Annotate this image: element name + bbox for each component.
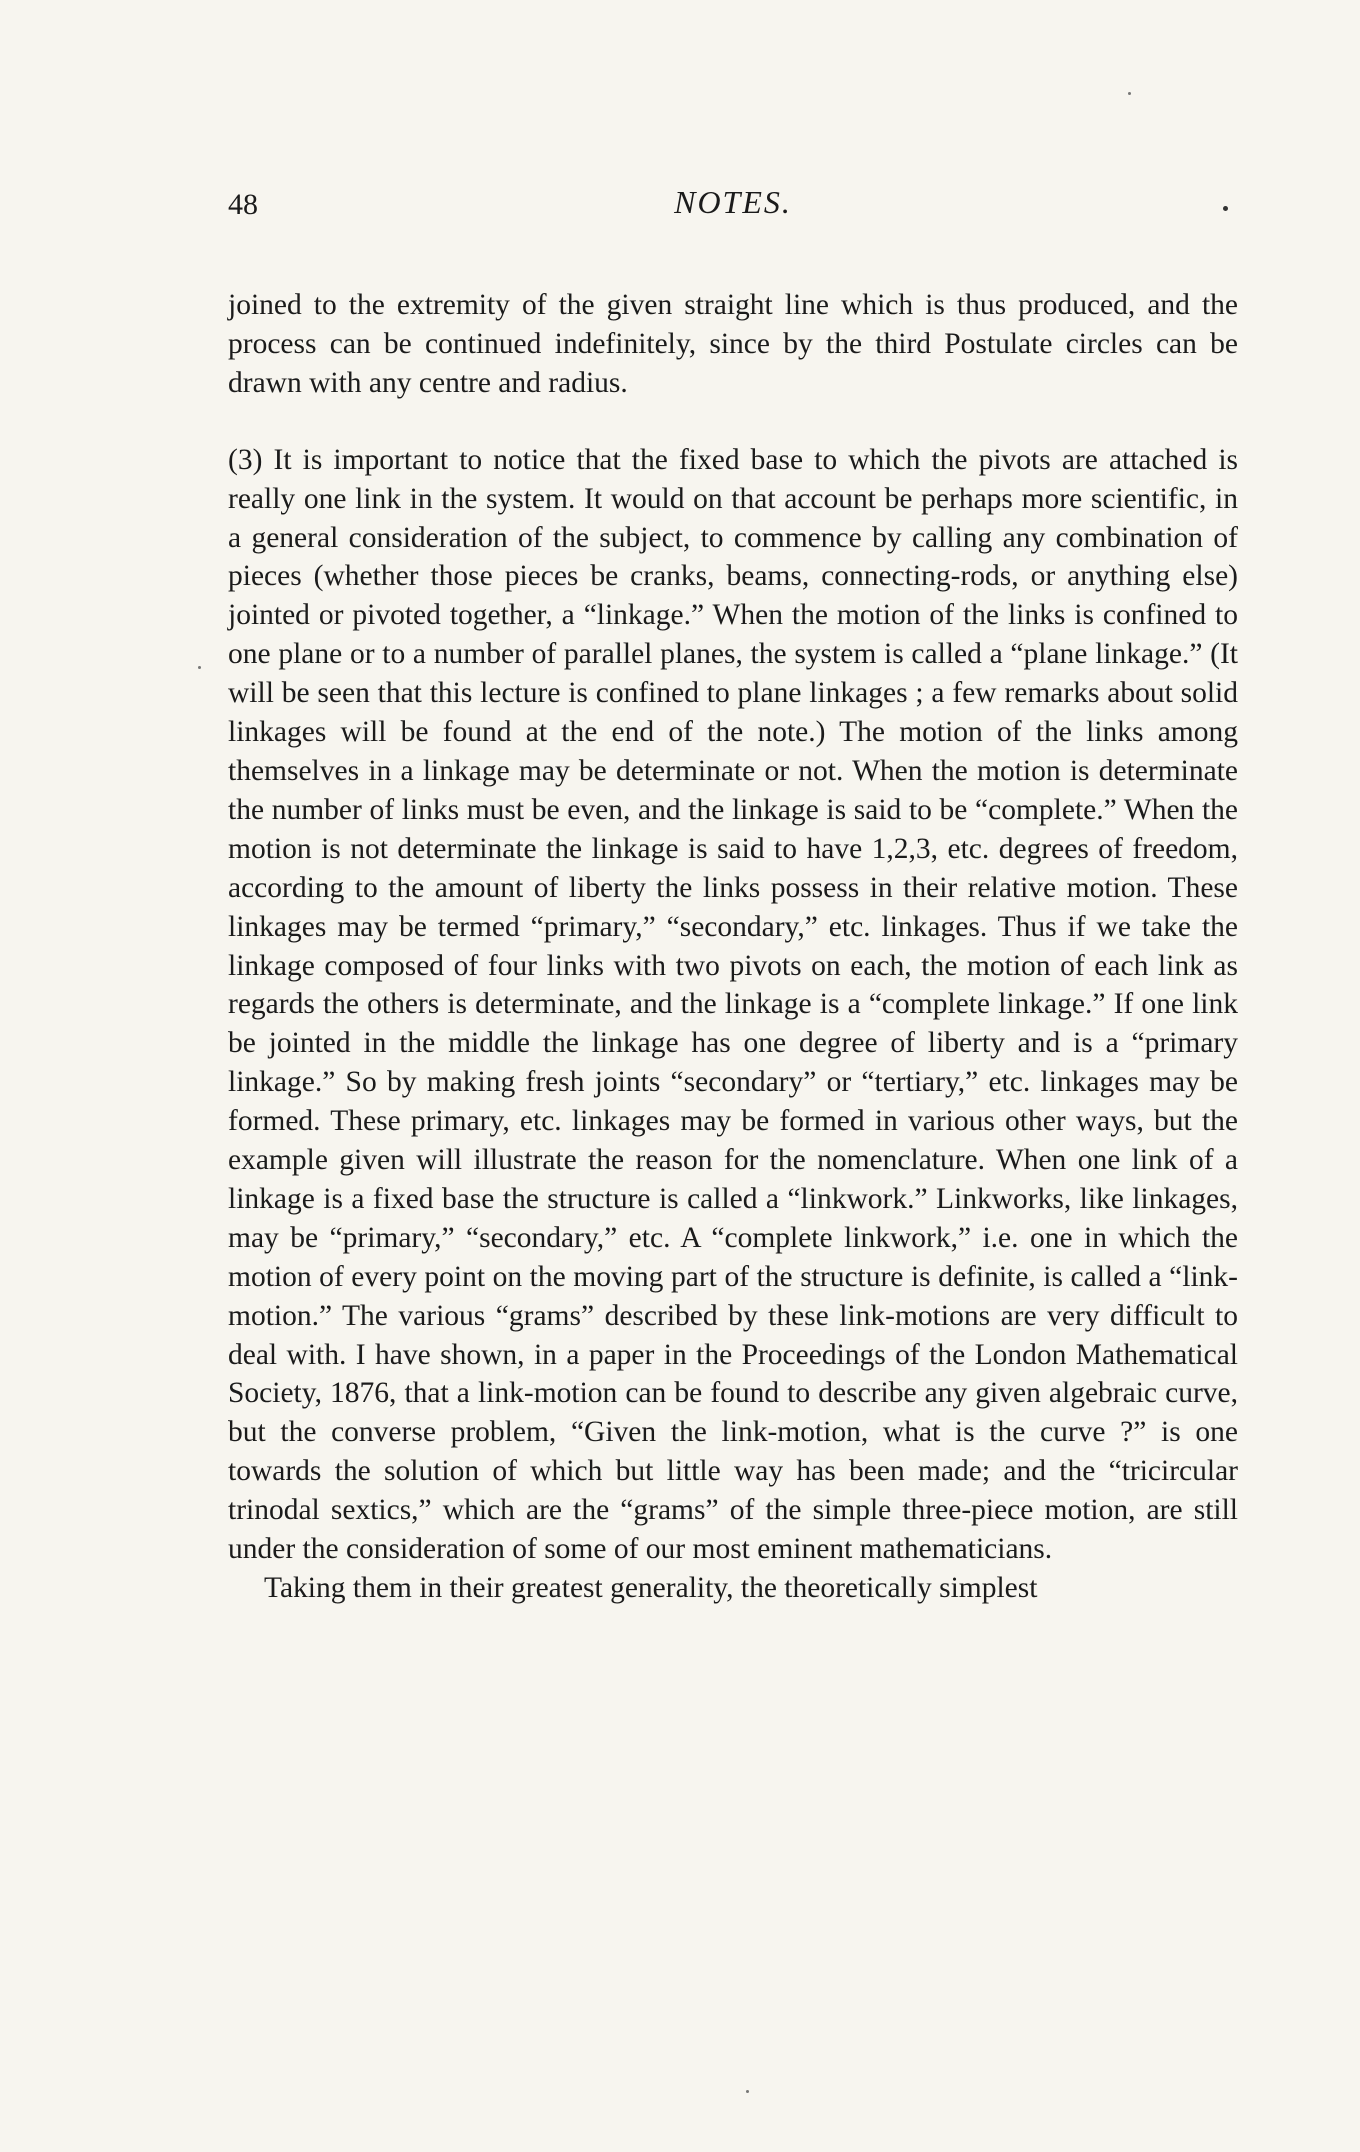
paragraph-note-3: (3) It is important to notice that the fixed base to which the pivots are attached is really one link in the system. It would on that account be perhaps more scientific, in a general consideration of the subject, to commence by calling any combination of pieces (whether those pieces be cranks, beams, connecting-rods, or anything else) jointed or pivoted together, a “linkage.” When the motion of the links is confined to one plane or to a number of parallel planes, the system is called a “plane linkage.” (It will be seen that this lecture is confined to plane linkages ; a few remarks about solid linkages will be found at the end of the note.) The motion of the links among themselves in a linkage may be determinate or not. When the motion is determinate the number of links must be even, and the linkage is said to be “complete.” When the motion is not determinate the linkage is said to have 1,2,3, etc. degrees of freedom, according to the amount of liberty the links possess in their relative motion. These linkages may be termed “primary,” “secondary,” etc. linkages. Thus if we take the linkage composed of four links with two pivots on each, the motion of each link as regards the others is determinate, and the linkage is a “complete linkage.” If one link be jointed in the middle the linkage has one degree of liberty and is a “primary linkage.” So by making fresh joints “secondary” or “tertiary,” etc. linkages may be formed. These primary, etc. linkages may be formed in various other ways, but the example given will illustrate the reason for the nomenclature. When one link of a linkage is a fixed base the structure is called a “linkwork.” Linkworks, like linkages, may be “primary,” “secondary,” etc. A “complete linkwork,” i.e. one in which the motion of every point on the moving part of the structure is definite, is called a “link-motion.” The various “grams” described by these link-motions are very difficult to deal with. I have shown, in a paper in the Proceedings of the London Mathematical Society, 1876, that a link-motion can be found to describe any given algebraic curve, but the converse problem, “Given the link-motion, what is the curve ?” is one towards the solution of which but little way has been made; and the “tricircular trinodal sextics,” which are the “grams” of the simple three-piece motion, are still under the consideration of some of our most eminent mathematicians. — [228, 443, 1238, 1566]
paper-speck — [1128, 92, 1131, 95]
running-head — [228, 180, 1238, 240]
paragraph-continuation: joined to the extremity of the given straight line which is thus produced, and the process can be continued indefinitely, since by the third Postulate circles can be drawn with any centre and radius. — [228, 289, 1238, 399]
header-dot — [1223, 206, 1228, 211]
body-text — [228, 286, 1238, 1608]
book-page — [228, 180, 1238, 1608]
paper-speck — [198, 666, 201, 669]
paragraph-final: Taking them in their greatest generality, the theoretically simplest — [264, 1572, 1038, 1604]
paper-speck — [746, 2090, 749, 2093]
page-number: 48 — [228, 188, 258, 221]
running-title: NOTES. — [674, 184, 792, 220]
